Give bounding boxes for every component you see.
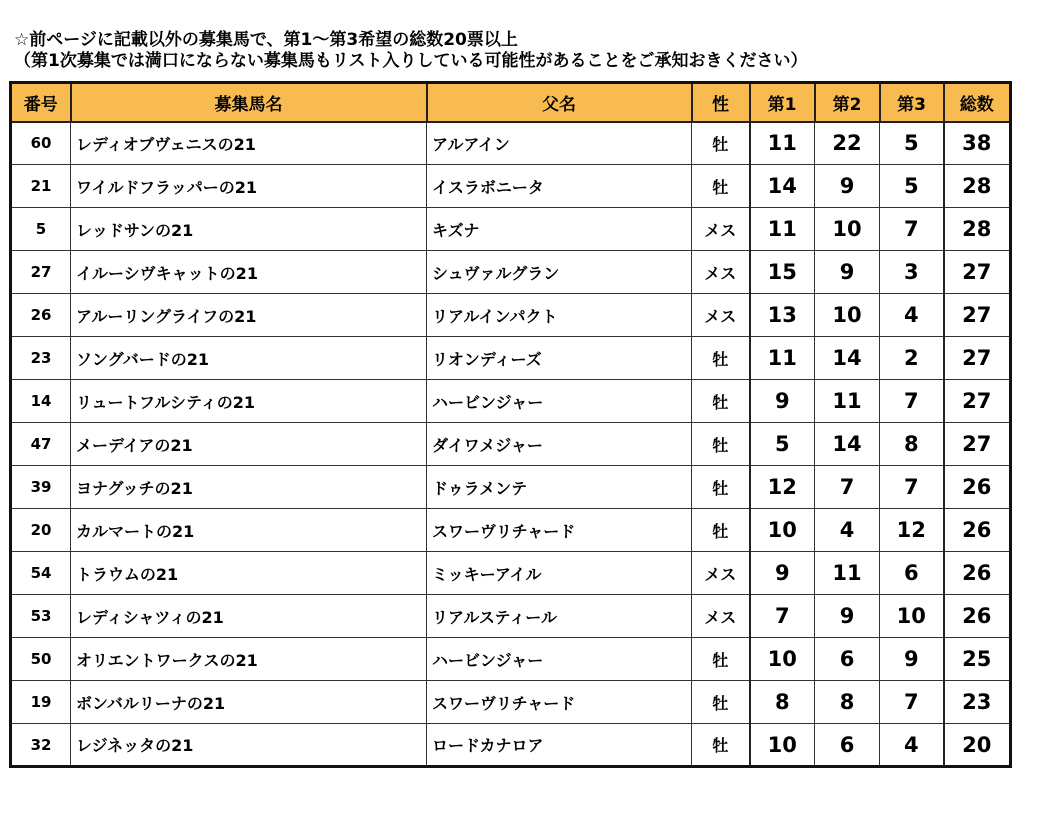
header-choice-1: 第1 bbox=[750, 83, 815, 122]
header-horse-name: 募集馬名 bbox=[71, 83, 427, 122]
table-row bbox=[11, 681, 1011, 724]
header-row bbox=[11, 83, 1011, 122]
cell-sex: 牡 bbox=[692, 724, 750, 767]
cell-choice-1: 9 bbox=[750, 552, 815, 595]
table-row bbox=[11, 552, 1011, 595]
cell-horse-name: ワイルドフラッパーの21 bbox=[71, 165, 427, 208]
table-row bbox=[11, 337, 1011, 380]
cell-sex: 牡 bbox=[692, 337, 750, 380]
cell-sire-name: ドゥラメンテ bbox=[427, 466, 692, 509]
cell-choice-1: 12 bbox=[750, 466, 815, 509]
cell-choice-1: 14 bbox=[750, 165, 815, 208]
table-row bbox=[11, 638, 1011, 681]
cell-choice-3: 7 bbox=[880, 466, 944, 509]
table-row bbox=[11, 595, 1011, 638]
cell-sire-name: リアルスティール bbox=[427, 595, 692, 638]
cell-total: 27 bbox=[944, 251, 1011, 294]
cell-horse-name: レディオブヴェニスの21 bbox=[71, 122, 427, 165]
cell-horse-name: レッドサンの21 bbox=[71, 208, 427, 251]
cell-choice-3: 12 bbox=[880, 509, 944, 552]
note-line-2: （第1次募集では満口にならない募集馬もリスト入りしている可能性があることをご承知おきください） bbox=[14, 51, 808, 71]
table-row bbox=[11, 165, 1011, 208]
cell-choice-2: 7 bbox=[815, 466, 880, 509]
cell-total: 26 bbox=[944, 509, 1011, 552]
cell-number: 26 bbox=[11, 294, 71, 337]
header-sex: 性 bbox=[692, 83, 750, 122]
table-row bbox=[11, 294, 1011, 337]
cell-sex: メス bbox=[692, 251, 750, 294]
cell-sex: 牡 bbox=[692, 122, 750, 165]
cell-sex: 牡 bbox=[692, 380, 750, 423]
cell-horse-name: アルーリングライフの21 bbox=[71, 294, 427, 337]
note-line-1: ☆前ページに記載以外の募集馬で、第1～第3希望の総数20票以上 bbox=[14, 30, 518, 50]
cell-horse-name: トラウムの21 bbox=[71, 552, 427, 595]
table-row bbox=[11, 251, 1011, 294]
cell-choice-3: 4 bbox=[880, 294, 944, 337]
cell-choice-3: 7 bbox=[880, 208, 944, 251]
cell-choice-3: 9 bbox=[880, 638, 944, 681]
table-row bbox=[11, 509, 1011, 552]
cell-number: 47 bbox=[11, 423, 71, 466]
cell-choice-2: 10 bbox=[815, 294, 880, 337]
cell-horse-name: レディシャツィの21 bbox=[71, 595, 427, 638]
cell-sire-name: スワーヴリチャード bbox=[427, 509, 692, 552]
cell-sire-name: イスラボニータ bbox=[427, 165, 692, 208]
cell-total: 26 bbox=[944, 466, 1011, 509]
cell-choice-1: 9 bbox=[750, 380, 815, 423]
cell-number: 14 bbox=[11, 380, 71, 423]
cell-choice-1: 8 bbox=[750, 681, 815, 724]
cell-sex: メス bbox=[692, 552, 750, 595]
cell-choice-1: 7 bbox=[750, 595, 815, 638]
cell-sex: 牡 bbox=[692, 509, 750, 552]
cell-choice-3: 8 bbox=[880, 423, 944, 466]
cell-choice-2: 11 bbox=[815, 552, 880, 595]
candidate-horse-table bbox=[9, 81, 1012, 768]
header-number: 番号 bbox=[11, 83, 71, 122]
cell-choice-3: 10 bbox=[880, 595, 944, 638]
cell-choice-2: 6 bbox=[815, 724, 880, 767]
cell-sex: 牡 bbox=[692, 638, 750, 681]
cell-total: 27 bbox=[944, 423, 1011, 466]
cell-choice-1: 10 bbox=[750, 638, 815, 681]
cell-sire-name: ダイワメジャー bbox=[427, 423, 692, 466]
cell-total: 38 bbox=[944, 122, 1011, 165]
cell-choice-2: 14 bbox=[815, 337, 880, 380]
cell-number: 23 bbox=[11, 337, 71, 380]
cell-sire-name: リオンディーズ bbox=[427, 337, 692, 380]
cell-horse-name: リュートフルシティの21 bbox=[71, 380, 427, 423]
table-row bbox=[11, 380, 1011, 423]
cell-sire-name: スワーヴリチャード bbox=[427, 681, 692, 724]
cell-sire-name: ハービンジャー bbox=[427, 380, 692, 423]
cell-number: 5 bbox=[11, 208, 71, 251]
cell-choice-3: 5 bbox=[880, 122, 944, 165]
cell-horse-name: ソングバードの21 bbox=[71, 337, 427, 380]
cell-number: 50 bbox=[11, 638, 71, 681]
table-row bbox=[11, 208, 1011, 251]
cell-horse-name: イルーシヴキャットの21 bbox=[71, 251, 427, 294]
cell-sire-name: リアルインパクト bbox=[427, 294, 692, 337]
cell-choice-1: 11 bbox=[750, 122, 815, 165]
cell-choice-2: 9 bbox=[815, 165, 880, 208]
cell-horse-name: メーデイアの21 bbox=[71, 423, 427, 466]
header-total: 総数 bbox=[944, 83, 1011, 122]
cell-sex: メス bbox=[692, 595, 750, 638]
cell-total: 26 bbox=[944, 552, 1011, 595]
cell-choice-3: 3 bbox=[880, 251, 944, 294]
cell-choice-2: 10 bbox=[815, 208, 880, 251]
cell-total: 23 bbox=[944, 681, 1011, 724]
cell-sex: 牡 bbox=[692, 165, 750, 208]
table-row bbox=[11, 724, 1011, 767]
table-row bbox=[11, 466, 1011, 509]
cell-sex: 牡 bbox=[692, 681, 750, 724]
cell-sire-name: ミッキーアイル bbox=[427, 552, 692, 595]
table-row bbox=[11, 423, 1011, 466]
cell-horse-name: カルマートの21 bbox=[71, 509, 427, 552]
cell-sex: メス bbox=[692, 208, 750, 251]
cell-sex: 牡 bbox=[692, 423, 750, 466]
cell-sire-name: シュヴァルグラン bbox=[427, 251, 692, 294]
cell-total: 20 bbox=[944, 724, 1011, 767]
cell-number: 60 bbox=[11, 122, 71, 165]
cell-horse-name: ボンバルリーナの21 bbox=[71, 681, 427, 724]
cell-total: 28 bbox=[944, 165, 1011, 208]
cell-choice-3: 5 bbox=[880, 165, 944, 208]
cell-number: 21 bbox=[11, 165, 71, 208]
cell-number: 27 bbox=[11, 251, 71, 294]
cell-choice-3: 7 bbox=[880, 681, 944, 724]
cell-number: 54 bbox=[11, 552, 71, 595]
notes bbox=[14, 30, 808, 72]
cell-choice-2: 8 bbox=[815, 681, 880, 724]
table-row bbox=[11, 122, 1011, 165]
cell-choice-1: 10 bbox=[750, 509, 815, 552]
cell-total: 28 bbox=[944, 208, 1011, 251]
header-sire-name: 父名 bbox=[427, 83, 692, 122]
cell-choice-1: 15 bbox=[750, 251, 815, 294]
cell-horse-name: オリエントワークスの21 bbox=[71, 638, 427, 681]
cell-sire-name: キズナ bbox=[427, 208, 692, 251]
cell-choice-1: 11 bbox=[750, 208, 815, 251]
cell-choice-2: 22 bbox=[815, 122, 880, 165]
cell-choice-2: 6 bbox=[815, 638, 880, 681]
cell-total: 25 bbox=[944, 638, 1011, 681]
cell-total: 26 bbox=[944, 595, 1011, 638]
cell-sire-name: ロードカナロア bbox=[427, 724, 692, 767]
cell-choice-2: 4 bbox=[815, 509, 880, 552]
cell-sire-name: ハービンジャー bbox=[427, 638, 692, 681]
cell-choice-3: 6 bbox=[880, 552, 944, 595]
cell-horse-name: ヨナグッチの21 bbox=[71, 466, 427, 509]
cell-total: 27 bbox=[944, 337, 1011, 380]
cell-total: 27 bbox=[944, 380, 1011, 423]
cell-choice-1: 10 bbox=[750, 724, 815, 767]
header-choice-2: 第2 bbox=[815, 83, 880, 122]
cell-number: 19 bbox=[11, 681, 71, 724]
cell-horse-name: レジネッタの21 bbox=[71, 724, 427, 767]
cell-choice-1: 11 bbox=[750, 337, 815, 380]
cell-sire-name: アルアイン bbox=[427, 122, 692, 165]
cell-sex: メス bbox=[692, 294, 750, 337]
cell-choice-1: 5 bbox=[750, 423, 815, 466]
cell-number: 32 bbox=[11, 724, 71, 767]
cell-choice-2: 11 bbox=[815, 380, 880, 423]
cell-choice-2: 9 bbox=[815, 595, 880, 638]
header-choice-3: 第3 bbox=[880, 83, 944, 122]
cell-number: 20 bbox=[11, 509, 71, 552]
cell-sex: 牡 bbox=[692, 466, 750, 509]
cell-choice-2: 9 bbox=[815, 251, 880, 294]
cell-number: 39 bbox=[11, 466, 71, 509]
cell-choice-3: 2 bbox=[880, 337, 944, 380]
cell-choice-3: 4 bbox=[880, 724, 944, 767]
cell-choice-2: 14 bbox=[815, 423, 880, 466]
cell-number: 53 bbox=[11, 595, 71, 638]
cell-choice-3: 7 bbox=[880, 380, 944, 423]
cell-total: 27 bbox=[944, 294, 1011, 337]
cell-choice-1: 13 bbox=[750, 294, 815, 337]
